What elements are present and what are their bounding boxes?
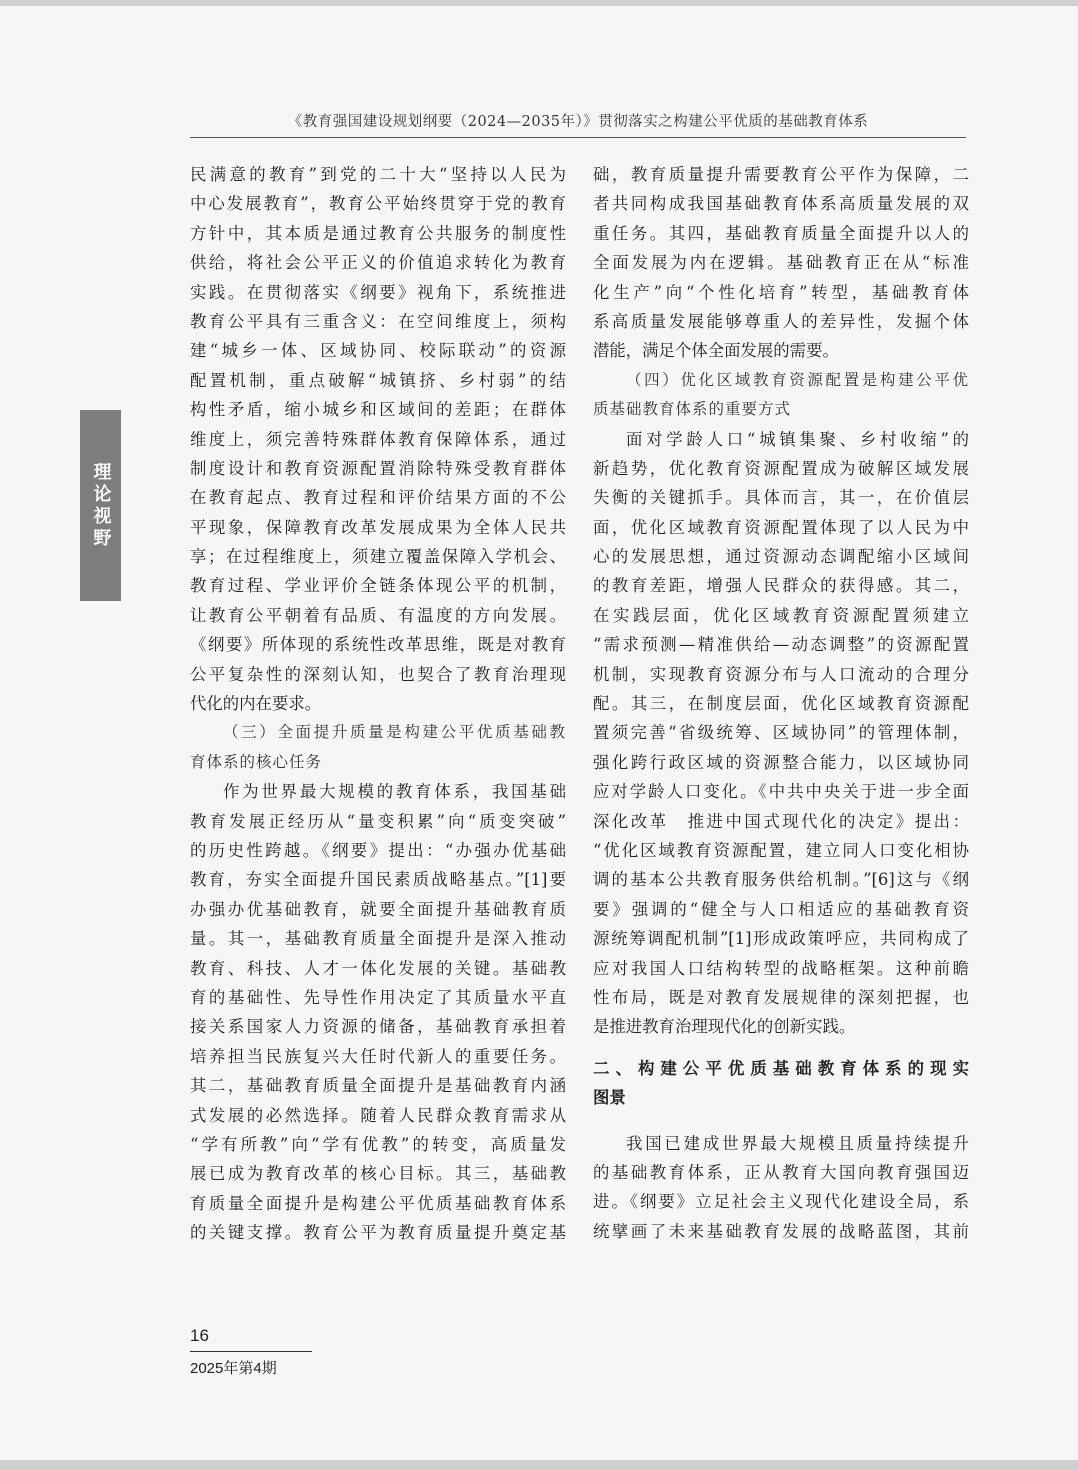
text-line: 础，教育质量提升需要教育公平作为保障，二 bbox=[593, 165, 969, 184]
subheading-line: （三）全面提升质量是构建公平优质基础教 bbox=[223, 723, 566, 742]
text-line: 源统筹调配机制”[1]形成政策呼应，共同构成了 bbox=[593, 929, 969, 949]
text-line: 式发展的必然选择。随着人民群众教育需求从 bbox=[190, 1105, 566, 1125]
text-line: 新趋势，优化教育资源配置成为破解区域发展 bbox=[593, 458, 969, 478]
text-line: 的历史性跨越。《纲要》提出：“办强办优基础 bbox=[190, 840, 566, 860]
text-line: 中心发展教育”，教育公平始终贯穿于党的教育 bbox=[190, 194, 566, 214]
text-line: 我国已建成世界最大规模且质量持续提升 bbox=[626, 1133, 969, 1153]
text-line: 应对学龄人口变化。《中共中央关于进一步全面 bbox=[593, 782, 969, 802]
text-line: 实践。在贯彻落实《纲要》视角下，系统推进 bbox=[190, 282, 566, 302]
page-top-edge bbox=[0, 0, 1078, 6]
issue-label: 2025年第4期 bbox=[190, 1360, 277, 1377]
text-line: 办强办优基础教育，就要全面提升基础教育质 bbox=[190, 899, 566, 919]
text-line: 全面发展为内在逻辑。基础教育正在从“标准 bbox=[593, 253, 969, 273]
text-line: 性布局，既是对教育发展规律的深刻把握，也 bbox=[593, 987, 969, 1007]
text-line: 调的基本公共教育服务供给机制。”[6]这与《纲 bbox=[593, 870, 969, 890]
text-line: 制度设计和教育资源配置消除特殊受教育群体 bbox=[190, 458, 566, 478]
running-header-title: 《教育强国建设规划纲要（2024—2035年）》贯彻落实之构建公平优质的基础教育体系 bbox=[287, 114, 869, 130]
side-tab-label: 理论视野 bbox=[90, 461, 112, 550]
page-number: 16 bbox=[190, 1326, 209, 1345]
text-line: 深化改革 推进中国式现代化的决定》提出： bbox=[593, 811, 969, 831]
page-bottom-edge bbox=[0, 1460, 1078, 1470]
text-line: 教育发展正经历从“量变积累”向“质变突破” bbox=[190, 811, 566, 831]
text-line: 量。其一，基础教育质量全面提升是深入推动 bbox=[190, 929, 566, 949]
footer-rule bbox=[190, 1351, 312, 1352]
text-line: 统擘画了未来基础教育发展的战略蓝图，其前 bbox=[593, 1221, 969, 1241]
text-line: 在教育起点、教育过程和评价结果方面的不公 bbox=[190, 488, 566, 508]
text-line: 作为世界最大规模的教育体系，我国基础 bbox=[223, 782, 566, 802]
subheading-line: 质基础教育体系的重要方式 bbox=[593, 400, 792, 419]
text-line: 建“城乡一体、区域协同、校际联动”的资源 bbox=[190, 341, 566, 361]
text-line: 展已成为教育改革的核心目标。其三，基础教 bbox=[190, 1164, 566, 1184]
text-line: 配置机制，重点破解“城镇挤、乡村弱”的结 bbox=[190, 370, 566, 390]
text-line: 强化跨行政区域的资源整合能力，以区域协同 bbox=[593, 752, 969, 772]
left-text-column bbox=[190, 160, 566, 1247]
text-line: 培养担当民族复兴大任时代新人的重要任务。 bbox=[190, 1046, 566, 1066]
right-text-column bbox=[593, 160, 969, 1246]
section-heading-line: 二、构建公平优质基础教育体系的现实 bbox=[593, 1058, 969, 1078]
text-line: 的基础教育体系，正从教育大国向教育强国迈 bbox=[593, 1162, 969, 1182]
text-line: 享；在过程维度上，须建立覆盖保障入学机会、 bbox=[190, 547, 566, 567]
text-line: 育质量全面提升是构建公平优质基础教育体系 bbox=[190, 1193, 566, 1213]
text-line: 民满意的教育”到党的二十大“坚持以人民为 bbox=[190, 165, 566, 184]
text-line: 心的发展思想，通过资源动态调配缩小区域间 bbox=[593, 547, 969, 567]
text-line: 置须完善“省级统筹、区域协同”的管理体制， bbox=[593, 723, 969, 743]
text-line: 者共同构成我国基础教育体系高质量发展的双 bbox=[593, 194, 969, 214]
text-line: 接关系国家人力资源的储备，基础教育承担着 bbox=[190, 1017, 566, 1037]
text-line: 系高质量发展能够尊重人的差异性，发掘个体 bbox=[593, 311, 969, 331]
text-line: 应对我国人口结构转型的战略框架。这种前瞻 bbox=[593, 958, 969, 978]
text-line: “学有所教”向“学有优教”的转变，高质量发 bbox=[190, 1134, 566, 1154]
text-line: 的关键支撑。教育公平为教育质量提升奠定基 bbox=[190, 1223, 566, 1243]
text-line: 教育，夯实全面提升国民素质战略基点。”[1]要 bbox=[190, 870, 566, 890]
text-line: 配。其三，在制度层面，优化区域教育资源配 bbox=[593, 694, 969, 714]
text-line: “需求预测—精准供给—动态调整”的资源配置 bbox=[593, 635, 969, 655]
text-line: 潜能，满足个体全面发展的需要。 bbox=[593, 341, 839, 361]
header-rule bbox=[190, 137, 966, 138]
text-line: 维度上，须完善特殊群体教育保障体系，通过 bbox=[190, 429, 566, 449]
text-line: 平现象，保障教育改革发展成果为全体人民共 bbox=[190, 517, 566, 537]
text-line: 的教育差距，增强人民群众的获得感。其二， bbox=[593, 576, 969, 596]
section-side-tab bbox=[80, 410, 121, 601]
text-line: 代化的内在要求。 bbox=[190, 694, 322, 714]
text-line: “优化区域教育资源配置，建立同人口变化相协 bbox=[593, 840, 969, 860]
text-line: 教育过程、学业评价全链条体现公平的机制， bbox=[190, 576, 566, 596]
text-line: 重任务。其四，基础教育质量全面提升以人的 bbox=[593, 223, 969, 243]
text-line: 构性矛盾，缩小城乡和区域间的差距；在群体 bbox=[190, 400, 566, 420]
text-line: 公平复杂性的深刻认知，也契合了教育治理现 bbox=[190, 664, 566, 684]
section-heading-line: 图景 bbox=[593, 1088, 626, 1108]
text-line: 进。《纲要》立足社会主义现代化建设全局，系 bbox=[593, 1192, 969, 1212]
subheading-line: （四）优化区域教育资源配置是构建公平优 bbox=[626, 370, 969, 389]
text-line: 供给，将社会公平正义的价值追求转化为教育 bbox=[190, 253, 566, 273]
text-line: 面，优化区域教育资源配置体现了以人民为中 bbox=[593, 517, 969, 537]
text-line: 方针中，其本质是通过教育公共服务的制度性 bbox=[190, 223, 566, 243]
text-line: 化生产”向“个性化培育”转型，基础教育体 bbox=[593, 282, 969, 302]
text-line: 机制，实现教育资源分布与人口流动的合理分 bbox=[593, 664, 969, 684]
text-line: 其二，基础教育质量全面提升是基础教育内涵 bbox=[190, 1076, 566, 1096]
text-line: 《纲要》所体现的系统性改革思维，既是对教育 bbox=[190, 635, 566, 655]
text-line: 教育、科技、人才一体化发展的关键。基础教 bbox=[190, 958, 566, 978]
text-line: 失衡的关键抓手。具体而言，其一，在价值层 bbox=[593, 488, 969, 508]
text-line: 是推进教育治理现代化的创新实践。 bbox=[593, 1017, 856, 1037]
text-line: 要》强调的“健全与人口相适应的基础教育资 bbox=[593, 899, 969, 919]
subheading-line: 育体系的核心任务 bbox=[190, 752, 323, 771]
text-line: 让教育公平朝着有品质、有温度的方向发展。 bbox=[190, 605, 566, 625]
text-line: 教育公平具有三重含义：在空间维度上，须构 bbox=[190, 311, 566, 331]
text-line: 在实践层面，优化区域教育资源配置须建立 bbox=[593, 605, 969, 625]
text-line: 育的基础性、先导性作用决定了其质量水平直 bbox=[190, 987, 566, 1007]
text-line: 面对学龄人口“城镇集聚、乡村收缩”的 bbox=[626, 429, 969, 449]
